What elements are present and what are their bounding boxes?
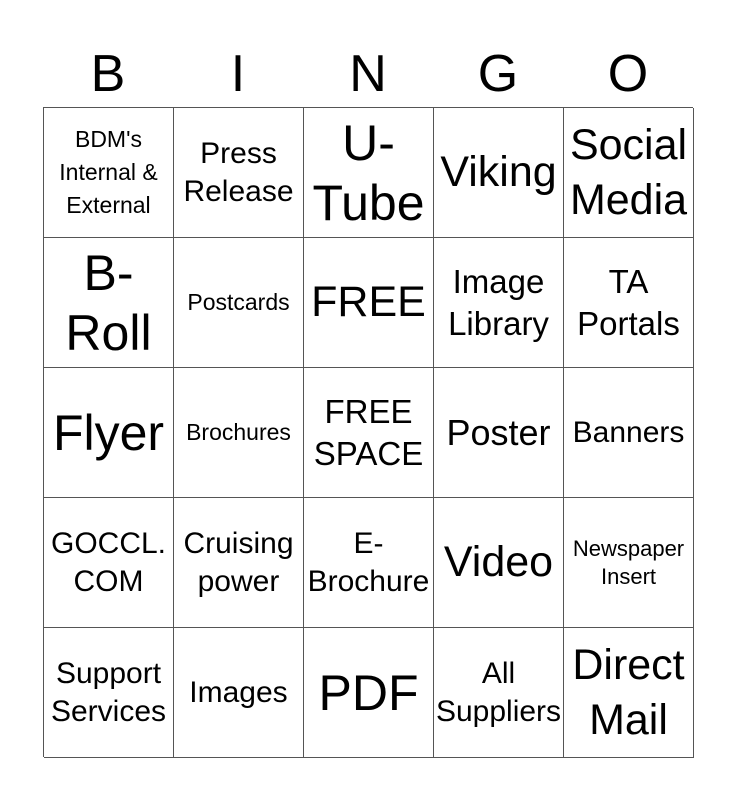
cell-text: Support Services bbox=[50, 656, 167, 728]
bingo-cell bbox=[174, 238, 304, 368]
cell-text: FREE SPACE bbox=[313, 392, 424, 472]
bingo-cell bbox=[304, 108, 434, 238]
bingo-cell bbox=[564, 368, 694, 498]
bingo-cell bbox=[174, 628, 304, 758]
cell-text: Video bbox=[443, 538, 554, 586]
bingo-cell bbox=[304, 368, 434, 498]
cell-text: Flyer bbox=[52, 404, 165, 461]
cell-text: Cruising power bbox=[183, 526, 294, 598]
bingo-cell bbox=[564, 628, 694, 758]
bingo-cell bbox=[434, 498, 564, 628]
cell-text: TA Portals bbox=[577, 262, 680, 342]
bingo-cell bbox=[564, 238, 694, 368]
cell-text: Direct Mail bbox=[572, 640, 685, 744]
cell-text: U- Tube bbox=[312, 114, 425, 231]
cell-text: Newspaper Insert bbox=[572, 535, 685, 589]
bingo-cell bbox=[44, 368, 174, 498]
header-letter-o: O bbox=[607, 45, 649, 103]
bingo-cell bbox=[44, 108, 174, 238]
bingo-cell bbox=[44, 628, 174, 758]
bingo-cell bbox=[304, 498, 434, 628]
cell-text: B- Roll bbox=[65, 244, 152, 361]
cell-text: GOCCL. COM bbox=[50, 526, 167, 598]
header-letter-i: I bbox=[230, 45, 246, 103]
cell-text: Viking bbox=[440, 148, 557, 196]
bingo-cell bbox=[564, 108, 694, 238]
cell-text: Image Library bbox=[448, 262, 549, 342]
bingo-cell bbox=[44, 238, 174, 368]
cell-text: Brochures bbox=[186, 419, 291, 445]
bingo-cell bbox=[304, 628, 434, 758]
cell-text: Poster bbox=[446, 412, 551, 453]
bingo-cell bbox=[44, 498, 174, 628]
header-letter-b: B bbox=[90, 45, 126, 103]
cell-text: FREE bbox=[311, 278, 426, 326]
bingo-cell bbox=[434, 628, 564, 758]
bingo-cell bbox=[434, 108, 564, 238]
cell-text: All Suppliers bbox=[435, 656, 562, 728]
cell-text: Images bbox=[189, 675, 288, 709]
bingo-grid bbox=[43, 107, 693, 757]
cell-text: Postcards bbox=[187, 289, 290, 315]
header-letter-n: N bbox=[349, 45, 387, 103]
cell-text: Social Media bbox=[569, 120, 688, 224]
bingo-cell bbox=[174, 498, 304, 628]
cell-text: Banners bbox=[572, 415, 685, 449]
bingo-cell bbox=[174, 108, 304, 238]
cell-text: E- Brochure bbox=[307, 526, 430, 598]
bingo-cell bbox=[174, 368, 304, 498]
bingo-cell bbox=[434, 238, 564, 368]
cell-text: PDF bbox=[318, 664, 419, 721]
bingo-cell bbox=[434, 368, 564, 498]
cell-text: BDM's Internal & External bbox=[59, 126, 158, 218]
cell-text: Press Release bbox=[183, 136, 294, 208]
bingo-cell bbox=[304, 238, 434, 368]
bingo-cell bbox=[564, 498, 694, 628]
header-letter-g: G bbox=[477, 45, 519, 103]
bingo-header bbox=[43, 44, 693, 104]
